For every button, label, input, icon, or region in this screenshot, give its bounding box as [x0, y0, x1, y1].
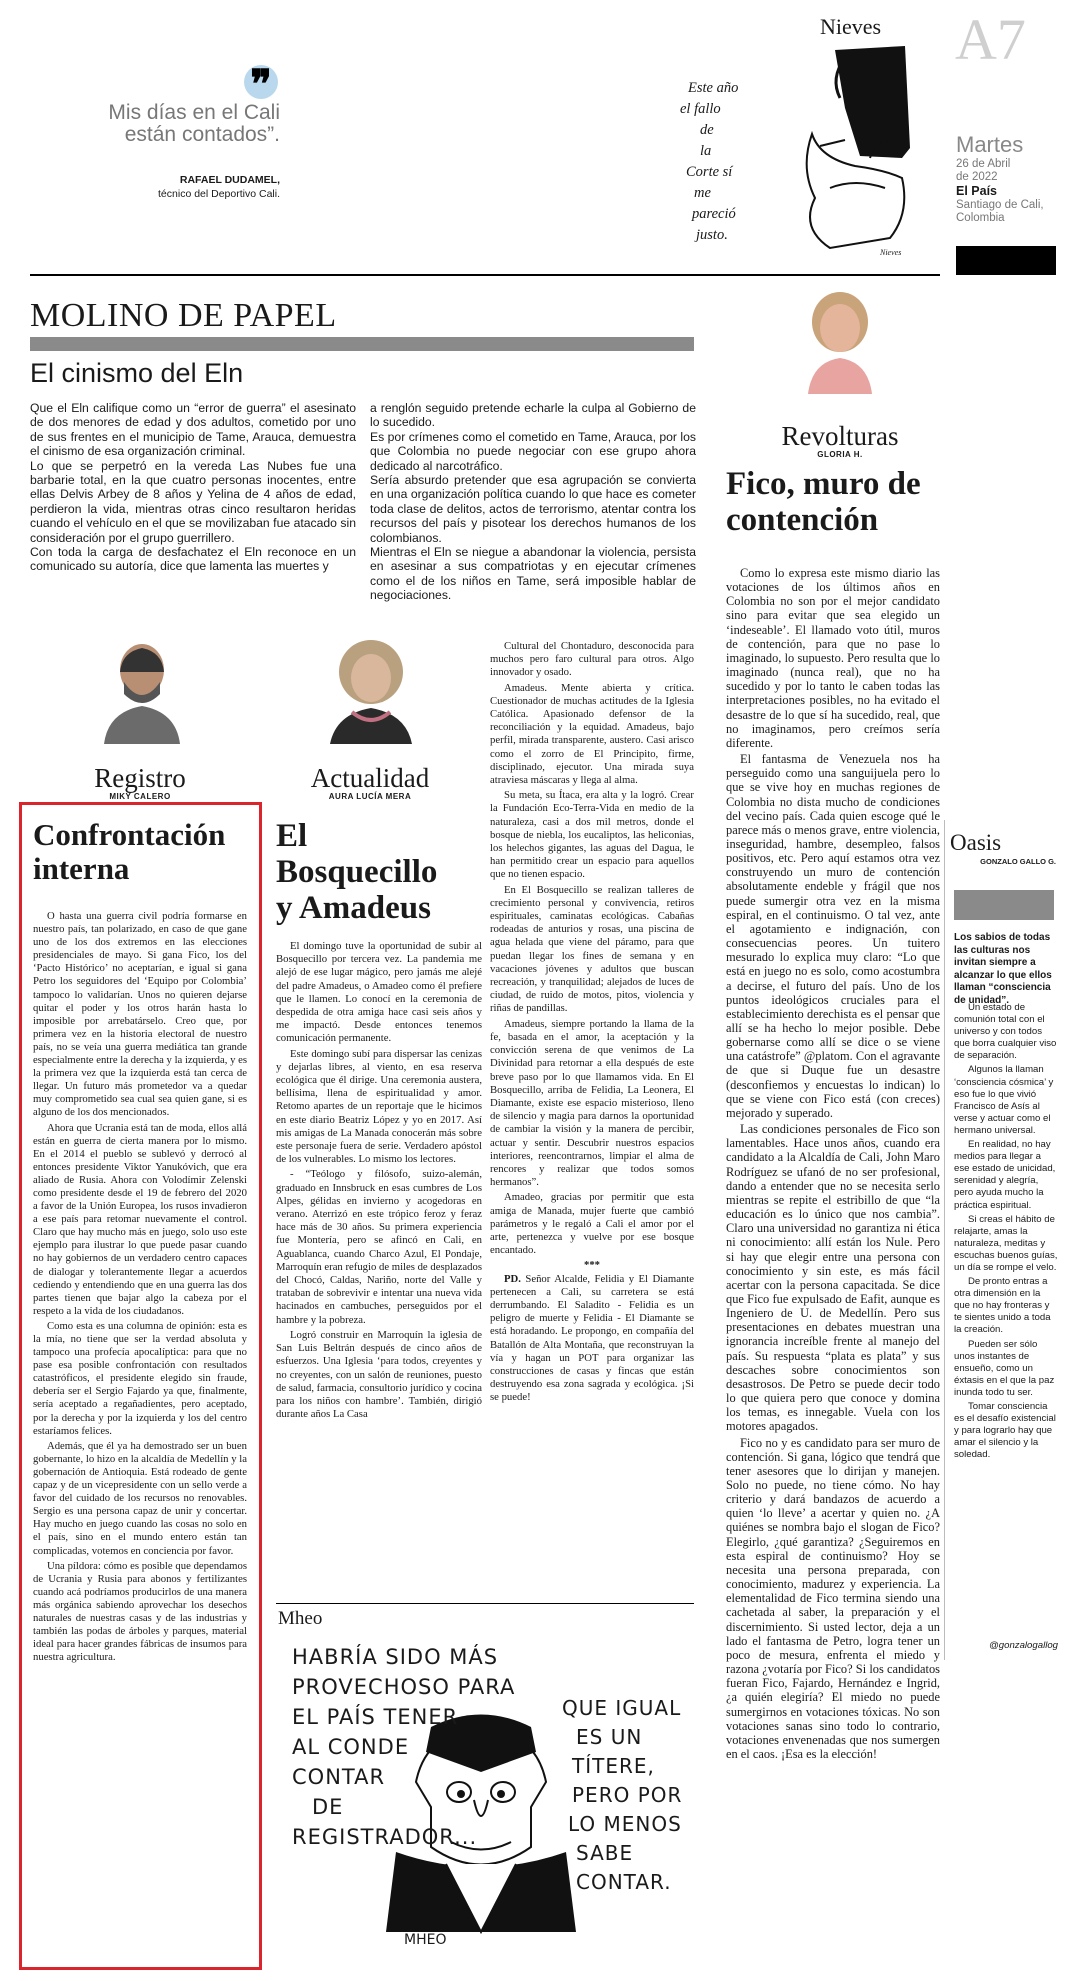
quote-author-role: técnico del Deportivo Cali.: [158, 188, 280, 200]
registro-author: MIKY CALERO: [109, 792, 171, 801]
oasis-bar: [954, 890, 1054, 920]
actualidad-col-1: El domingo tuve la oportunidad de subir al Bosquecillo por tercera vez. La pandemia me alejó de ese lugar mágico, pero jamás me alejé del padre Amadeus, o Amadeo como él prefiere que le llamen. Lo conocí en la ceremonia de despedida de otra amiga hace casi seis años y me impactó. Desde entonces tenemos comunicación permanente. Este domingo subí para dispersar las cenizas y dejarlas libres, al viento, en esa reserva ecológica que él dirige. Una ceremonia austera, bellísima, llena de espiritualidad y amor. Retomo apartes de un reportaje que le hicimos en este diario Beatriz López y yo en 2017. Así mis amigas de La Manada conocerán más sobre este personaje fuera de serie. Verdadero apóstol de los vulnerables. Lo mismo los lectores. - “Teólogo y filósofo, suizo-alemán, graduado en Innsbruck en esas cumbres de Los Alpes, gélidas en invierno y acogedoras en verano. Aterrizó en este trópico feroz y feraz hace más de 30 años. Su primera experiencia fue Montería, pero se afincó en Cali, en Aguablanca, cuando Charco Azul, El Pondaje, Marroquín eran refugio de miles de desplazados del Chocó, Caldas, Nariño, norte del Valle y trataban de sobrevivir e intentar una nueva vida hacinados en cambuches, perseguidos por el hambre y la pobreza. Logró construir en Marroquín la iglesia de San Luis Beltrán después de cinco años de esfuerzos. Una Iglesia ‘para todos, creyentes y no creyentes, con un salón de reuniones, puesto de salud, farmacia, consultorio jurídico y cocina para los niños con hambre’. También, dirigió durante años La Casa: [276, 940, 482, 1421]
quote-mark-icon: ❞: [244, 65, 278, 99]
cartoon-author-title: Nieves: [820, 14, 882, 39]
cartoon-text: Este año el fallo de la Corte sí me pareció justo.: [680, 80, 739, 243]
section-title: MOLINO DE PAPEL: [30, 297, 337, 334]
section-bar: [30, 337, 694, 351]
revolturas-column-name: Revolturas: [781, 421, 899, 451]
oasis-column-name: Oasis: [950, 830, 1002, 855]
mheo-right-bubble: QUE IGUAL ES UN TÍTERE, PERO POR LO MENOS SABE CONTAR.: [562, 1696, 683, 1894]
quote-text: Mis días en el Cali están contados”.: [108, 101, 280, 146]
editorial-col-1: Que el Eln califique como un “error de guerra” el asesinato de dos menores de edad y dos adultos, cometido por uno de sus frentes en el municipio de Tame, Arauca, demuestra el cinismo de esa organización criminal. Lo que se perpetró en la vereda Las Nubes fue una barbarie total, en la que cuatro personas inocentes, entre ellas Delvis Arbey de 8 años y Yelina de 4 años de edad, perdieron la vida, mientras otras cinco resultaron heridas cuando el vehículo en el que se movilizaban fue atacado sin consideración por el grupo guerrillero. Con toda la carga de desfachatez el Eln reconoce en un comunicado su autoría, dice que lamenta las muertes y: [30, 401, 356, 574]
oasis-lead: Los sabios de todas las culturas nos invitan siempre a alcanzar lo que ellos llaman “consciencia de unidad”.: [954, 932, 1052, 1006]
oasis-author: GONZALO GALLO G.: [980, 857, 1056, 866]
editorial-col-2: a renglón seguido pretende echarle la culpa al Gobierno de lo sucedido. Es por crímenes como el cometido en Tame, Arauca, por los que Colombia no puede negociar con ese grupo ahora dedicado al narcotráfico. Sería absurdo pretender que esa agrupación se convierta en una organización política cuando lo que hace es cometer toda clase de delitos, actos de terrorismo, atentar contra los recursos del país y pisotear los derechos humanos de los colombianos. Mientras el Eln se niegue a abandonar la violencia, persista en asesinar a sus compatriotas y en ejecutar crímenes como el de los niños en Tame, será imposible hablar de negociaciones.: [370, 401, 696, 603]
mheo-left-bubble: HABRÍA SIDO MÁS PROVECHOSO PARA EL PAÍS TENER AL CONDE CONTAR DE REGISTRADOR...: [292, 1645, 516, 1849]
separator: ***: [583, 1259, 601, 1272]
quote-author: RAFAEL DUDAMEL,: [179, 174, 280, 186]
revolturas-author: GLORIA H.: [817, 450, 863, 459]
actualidad-column-name: Actualidad: [310, 763, 430, 793]
mheo-signature: MHEO: [404, 1932, 447, 1948]
actualidad-photo: [324, 632, 418, 744]
pd-label: PD.: [504, 1272, 521, 1285]
black-box: [956, 246, 1056, 275]
nieves-cartoon: [640, 38, 930, 264]
revolturas-title: Fico, muro de contención: [726, 466, 921, 538]
page-number: A7: [955, 7, 1026, 72]
registro-photo: [100, 632, 184, 744]
paper-name: El País: [956, 184, 997, 198]
editorial-title: El cinismo del Eln: [30, 358, 244, 388]
actualidad-col-2: Cultural del Chontaduro, desconocida para muchos pero faro cultural para otros. Algo innovador y osado. Amadeus. Mente abierta y crítica. Cuestionador de muchas actitudes de la Iglesia Católica. Apasionado defensor de la reconciliación y la equidad. Amadeus, bajo perfil, mirada transparente, austero. Casi arisco como el zorro de El Principito, firme, disciplinado, ejecutor. Una mirada suya atraviesa máscaras y llega al alma. Su meta, su Ítaca, era alta y la logró. Crear la Fundación Eco-Terra-Vida en medio de la naturaleza, casi a dos mil metros, donde el bosque de niebla, los eucaliptos, las heliconias, los helechos gigantes, las aguas del Dagua, le han permitido crear un espacio para aquellos que no tienen espacio. En El Bosquecillo se realizan talleres de crecimiento personal y convivencia, retiros espirituales, caminatas ecológicas. Cabañas rodeadas de anturios y rosas, una piscina de agua helada que viene del páramo, para que puedan llegar los fines de semana y en vacaciones jóvenes y adultos que buscan recreación, y tranquilidad; alejados de luces de ciudad, de ruido de motos, pitos, violencia y riñas de pandillas. Amadeus, siempre portando la llama de la fe, basada en el amor, la aceptación y la convicción serena de que venimos de La Divinidad para retornar a ella después de este breve paso por lo que llamamos vida. En El Bosquecillo, arriba de Felidia, La Leonera, El Diamante, existe ese espacio misterioso, lleno de silencio y magia para darnos la oportunidad de cambiar la visión y la manera de percibir, actuar y sentir. Descubrir nuestros espacios interiores, reencontrarnos, limpiar el alma de rencores y realizar que todos somos hermanos”. Amadeo, gracias por permitir que esta amiga de Manada, mujer fuerte que cambió parámetros y le regaló a Cali el amor por el arte, pertenezca y vuelve por ese bosque encantado. *** PD. Señor Alcalde, Felidia y El Diamante pertenecen a Cali, su carretera se está derrumbando. El Saladito - Felidia es un peligro de muerte y Felidia - El Diamante se está horadando. Le propongo, en compañía del Batallón de Alta Montaña, que reconstruyan la vía y hagan un POT para organizar las construcciones de casas y fincas que están destruyendo esa zona sagrada y ecológica. ¡Si se puede!: [490, 640, 694, 1404]
revolturas-body: Como lo expresa este mismo diario las votaciones de los últimos años en Colombia no son por el mejor candidato sino para evitar que sea elegido un ‘indeseable’. El llamado voto útil, muros de contención, para que no pase lo imaginado, lo supuesto. Pero resulta que lo imaginado (nunca real), que no ha sucedido y por lo tanto le caben todas las interpretaciones posibles, no ha evitado el desastre de lo que sí ha sucedido, real, que no imaginamos, pero creímos sería diferente. El fantasma de Venezuela nos ha perseguido como una sanguijuela pero lo que se vive hoy en muchas regiones de Colombia no dista mucho de condiciones del vecino país. Cada quien escoge qué le parece más o menos grave, entre violencia, inseguridad, hambre, desempleo, falsos positivos, etc. Pero aquí estamos otra vez construyendo un muro de contención absolutamente endeble y frágil que nos puede sumergir otra vez en la misma espiral, en el continuismo. O tal vez, ante el agotamiento e indignación, con consecuencias peores. Un tuitero mesurado lo explica muy claro: “Lo que está en juego no es solo, como acostumbra a decirse, el futuro del país. Uno de los puntos ideológicos cruciales para el establecimiento derechista es el pensar que allí se ha hecho lo mejor posible. Debe gobernarse como allí se dice o se viene una catástrofe” @platom. Con el agravante de que si Duque fue un desastre (desconfiemos y encuestas lo indican) lo que se viene con Fico está (con creces) mejorado y superado. Las condiciones personales de Fico son lamentables. Hace unos años, cuando era candidato a la Alcaldía de Cali, John Maro Rodríguez se ufanó de no ser profesional, dando a entender que no se necesita serlo mientras se repite el estribillo de que “la educación es lo único que nos cambia”. Claro una universidad no garantiza ni ética ni conocimiento: allí están los Nule. Pero si hay que elegir entre una persona con conocimiento y sin este, es más fácil acertar con la persona capacitada. Se dice que Fico fue expulsado de Eafit, aunque es Ingeniero de U. de Medellín. Pero sus presentaciones en debates muestran una ignorancia increíble frente al manejo del país. Su respuesta “plata es plata” y sus descaches sobre conocimientos son desastrosos. De Petro se puede decir todo lo que quiera pero que conoce y domina los temas, es innegable. Vuela con los motores apagados. Fico no y es candidato para ser muro de contención. Si gana, lógico que tendrá que tener asesores que lo dirijan y manejen. Solo no puede, no tiene cómo. No hay criterio y dará bandazos de acuerdo a quien ‘lo lleve’ a acertar y quien no. ¿A quiénes se nombra bajo el slogan de Fico? Elegirlo, ¿qué garantiza? ¿Seguiremos en esta espiral de continuismo? Hoy se necesita una persona preparada, con conocimiento, madurez y experiencia. La elementalidad de Fico termina siendo una cachetada al saber, la preparación y el discernimiento. Si usted lector, deja a un lado el fantasma de Petro, logra tener un poco de mesura, enfrenta el miedo y razona ¿votaría por Fico? Si los candidatos fueran Fico, Fajardo, Hernández e Ingrid, ¿a quién elegiría? El miedo no puede sumergirnos en votaciones tóxicas. No son votaciones sanas sino todo lo contrario, votaciones envenenadas que nos sumergen en el caos. ¡Esa es la elección!: [726, 566, 940, 1761]
mheo-rule: [276, 1603, 694, 1604]
registro-column-name: Registro: [94, 763, 186, 793]
registro-body: O hasta una guerra civil podría formarse en nuestro país, tan polarizado, en caso de que gane uno de los dos extremos en las elecciones presidenciales de mayo. Si gana Fico, los del ‘Pacto Histórico’ no aceptarían, e igual si gana Petro los seguidores del ‘Equipo por Colombia’ tampoco lo validarían. Unos no quieren dejarse quitar el poder y los otros harán hasta lo imposible por arrebatárselo. Creo que, por primera vez en la historia electoral de nuestro país, no se veía una guerra mediática tan grande especialmente entre la derecha y la izquierda, y es la primera vez que la izquierda está tan cerca de llegar. Un futuro más prometedor va a quedar muy comprometido sea cual sea quien gane, si es alguno de los dos mencionados. Ahora que Ucrania está tan de moda, ellos allá están en guerra de cierta manera por lo mismo. En el 2014 el pueblo se sublevó y derrocó al entonces presidente Viktor Yanukóvich, que era aliado de Rusia. Ahora con Volodímir Zelenski como presidente desde el 19 de febrero del 2020 a favor de la Unión Europea, los rusos invadieron a ese país para retomar nuevamente el control. Claro que hay mucho más en juego, solo uso este ejemplo para ilustrar lo que puede pasar cuando no hay gobiernos de un verdadero centro capaces de dialogar y tolerantemente llegar a acuerdos cediendo y entendiendo que en una guerra las dos partes tienen que bajar algo la cabeza por el respeto a la vida de los ciudadanos. Como esta es una columna de opinión: esta es la mía, no tiene que ser la verdad absoluta y tampoco una profecía apocalíptica: para que no pase esa posible confrontación con resultados catastróficos, el presidente elegido sin fraude, debería ser el Sergio Fajardo ya que, finalmente, sería aceptado a regañadientes, pero aceptado, por la derecha y por la izquierda y los del centro estaríamos felices. Además, que él ya ha demostrado ser un buen gobernante, lo hizo en la alcaldía de Medellín y la gobernación de Antioquia. Está rodeado de gente capaz y de un vicepresidente con un sello verde a favor del cuidado de los recursos no renovables. Sergio es una persona capaz de unir y concertar. Hay mucho en juego cuando las cosas no solo en el país, sino en el mundo entero están tan complicadas, votemos en conciencia por favor. Una píldora: cómo es posible que dependamos de Ucrania y Rusia para abonos y fertilizantes cuando acá podríamos producirlos de una manera más orgánica sabiendo aprovechar los desechos naturales de nuestras casas y de las industrias y también las podas de árboles y parques, material ideal para hacer grandes fábricas de insumos para nuestra agricultura.: [33, 910, 247, 1664]
mheo-title: Mheo: [278, 1608, 323, 1629]
dateline: Martes 26 de Abril de 2022 El País Santiago de Cali, Colombia: [956, 132, 1076, 225]
header-rule: [30, 274, 940, 276]
registro-title: Confrontación interna: [33, 817, 226, 886]
revolturas-photo: [800, 284, 880, 394]
actualidad-author: AURA LUCÍA MERA: [328, 792, 412, 801]
column-divider: [944, 820, 945, 1660]
oasis-signature: @gonzalogallog: [989, 1640, 1058, 1651]
cartoon-signature: Nieves: [880, 248, 902, 257]
mheo-cartoon: [276, 1632, 696, 1962]
quote-block: [60, 58, 290, 208]
oasis-body: Un estado de comunión total con el universo y con todos que borra cualquier viso de separación. Algunos la llaman ‘consciencia cósmica’ y eso fue lo que vivió Francisco de Asís al verse y actuar como el hermano universal. En realidad, no hay medios para llegar a ese estado de unicidad, serenidad y alegría, pero ayuda mucho la práctica espiritual. Si creas el hábito de relajarte, amas la naturaleza, meditas y escuchas buenos guías, un día se rompe el velo. De pronto entras a otra dimensión en la que no hay fronteras y te sientes unido a toda la creación. Pueden ser sólo unos instantes de ensueño, como un éxtasis en el que la paz inunda todo tu ser. Tomar consciencia es el desafío existencial y para lograrlo hay que amar el silencio y la soledad.: [954, 1002, 1058, 1461]
actualidad-title: El Bosquecillo y Amadeus: [276, 818, 438, 926]
